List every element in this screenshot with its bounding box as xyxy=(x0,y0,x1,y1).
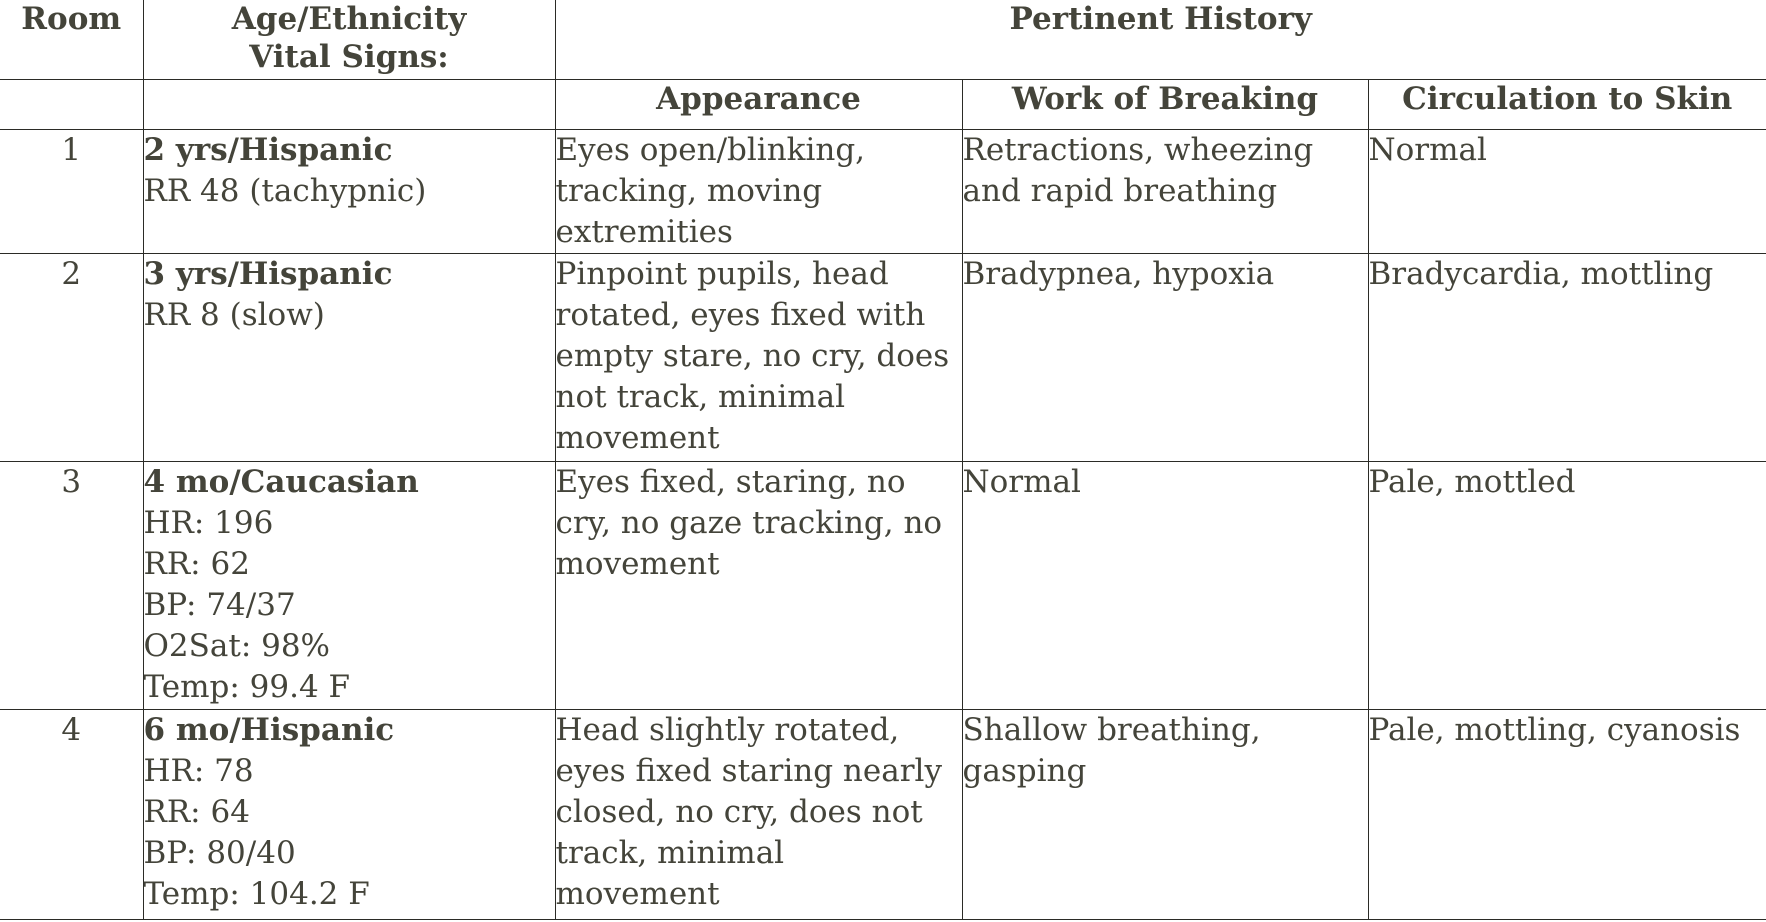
appearance-cell xyxy=(555,129,962,253)
appearance-line: cry, no gaze tracking, no xyxy=(555,504,943,541)
vital-sign: O2Sat: 98% xyxy=(143,627,331,664)
appearance-line: Eyes fixed, staring, no xyxy=(555,463,906,500)
vital-sign: RR: 62 xyxy=(143,545,250,582)
header-age-line1: Age/Ethnicity xyxy=(231,1,467,37)
age-ethnicity: 3 yrs/Hispanic xyxy=(143,255,393,292)
vital-sign: BP: 74/37 xyxy=(143,586,296,623)
room-number: 4 xyxy=(0,709,143,919)
vital-sign: HR: 78 xyxy=(143,752,254,789)
age-ethnicity: 4 mo/Caucasian xyxy=(143,463,419,500)
header-empty-room xyxy=(0,79,143,129)
header-pertinent-history: Pertinent History xyxy=(555,0,1766,79)
work-line: gasping xyxy=(962,752,1087,789)
room-number: 1 xyxy=(0,129,143,253)
work-line: Shallow breathing, xyxy=(962,711,1261,748)
header-work-of-breathing: Work of Breaking xyxy=(962,79,1368,129)
appearance-line: track, minimal xyxy=(555,834,785,871)
appearance-cell xyxy=(555,709,962,919)
vital-sign: Temp: 99.4 F xyxy=(143,668,351,705)
header-empty-age xyxy=(143,79,555,129)
work-of-breathing-cell: Normal xyxy=(962,461,1368,709)
header-age-vitals xyxy=(143,0,555,79)
appearance-line: eyes fixed staring nearly xyxy=(555,752,942,789)
room-number: 3 xyxy=(0,461,143,709)
appearance-line: extremities xyxy=(555,213,733,250)
circulation-cell: Normal xyxy=(1368,129,1766,253)
header-appearance: Appearance xyxy=(555,79,962,129)
vital-sign: BP: 80/40 xyxy=(143,834,296,871)
age-vitals-cell xyxy=(143,129,555,253)
room-number: 2 xyxy=(0,253,143,461)
work-of-breathing-cell xyxy=(962,129,1368,253)
header-row-primary xyxy=(0,0,1766,79)
header-age-line2: Vital Signs: xyxy=(249,39,449,75)
header-row-secondary xyxy=(0,79,1766,129)
age-ethnicity: 2 yrs/Hispanic xyxy=(143,131,393,168)
work-of-breathing-cell: Bradypnea, hypoxia xyxy=(962,253,1368,461)
vital-sign: RR: 64 xyxy=(143,793,250,830)
vital-sign: RR 8 (slow) xyxy=(143,296,325,333)
work-of-breathing-cell xyxy=(962,709,1368,919)
appearance-line: tracking, moving xyxy=(555,172,823,209)
appearance-line: closed, no cry, does not xyxy=(555,793,923,830)
table-row xyxy=(0,253,1766,461)
age-vitals-cell xyxy=(143,461,555,709)
work-line: and rapid breathing xyxy=(962,172,1278,209)
vital-sign: RR 48 (tachypnic) xyxy=(143,172,427,209)
vital-sign: HR: 196 xyxy=(143,504,274,541)
age-vitals-cell xyxy=(143,253,555,461)
table-row xyxy=(0,129,1766,253)
table-row xyxy=(0,709,1766,919)
appearance-line: Eyes open/blinking, xyxy=(555,131,866,168)
appearance-line: movement xyxy=(555,545,720,582)
appearance-cell xyxy=(555,253,962,461)
appearance-line: movement xyxy=(555,875,720,912)
circulation-cell: Bradycardia, mottling xyxy=(1368,253,1766,461)
header-room: Room xyxy=(0,0,143,79)
appearance-line: empty stare, no cry, does xyxy=(555,337,950,374)
age-vitals-cell xyxy=(143,709,555,919)
circulation-cell: Pale, mottled xyxy=(1368,461,1766,709)
appearance-line: movement xyxy=(555,419,720,456)
work-line: Retractions, wheezing xyxy=(962,131,1314,168)
appearance-line: Pinpoint pupils, head xyxy=(555,255,889,292)
header-circulation: Circulation to Skin xyxy=(1368,79,1766,129)
appearance-line: rotated, eyes fixed with xyxy=(555,296,926,333)
appearance-line: Head slightly rotated, xyxy=(555,711,900,748)
vital-sign: Temp: 104.2 F xyxy=(143,875,370,912)
table-row xyxy=(0,461,1766,709)
appearance-cell xyxy=(555,461,962,709)
age-ethnicity: 6 mo/Hispanic xyxy=(143,711,395,748)
circulation-cell: Pale, mottling, cyanosis xyxy=(1368,709,1766,919)
appearance-line: not track, minimal xyxy=(555,378,846,415)
